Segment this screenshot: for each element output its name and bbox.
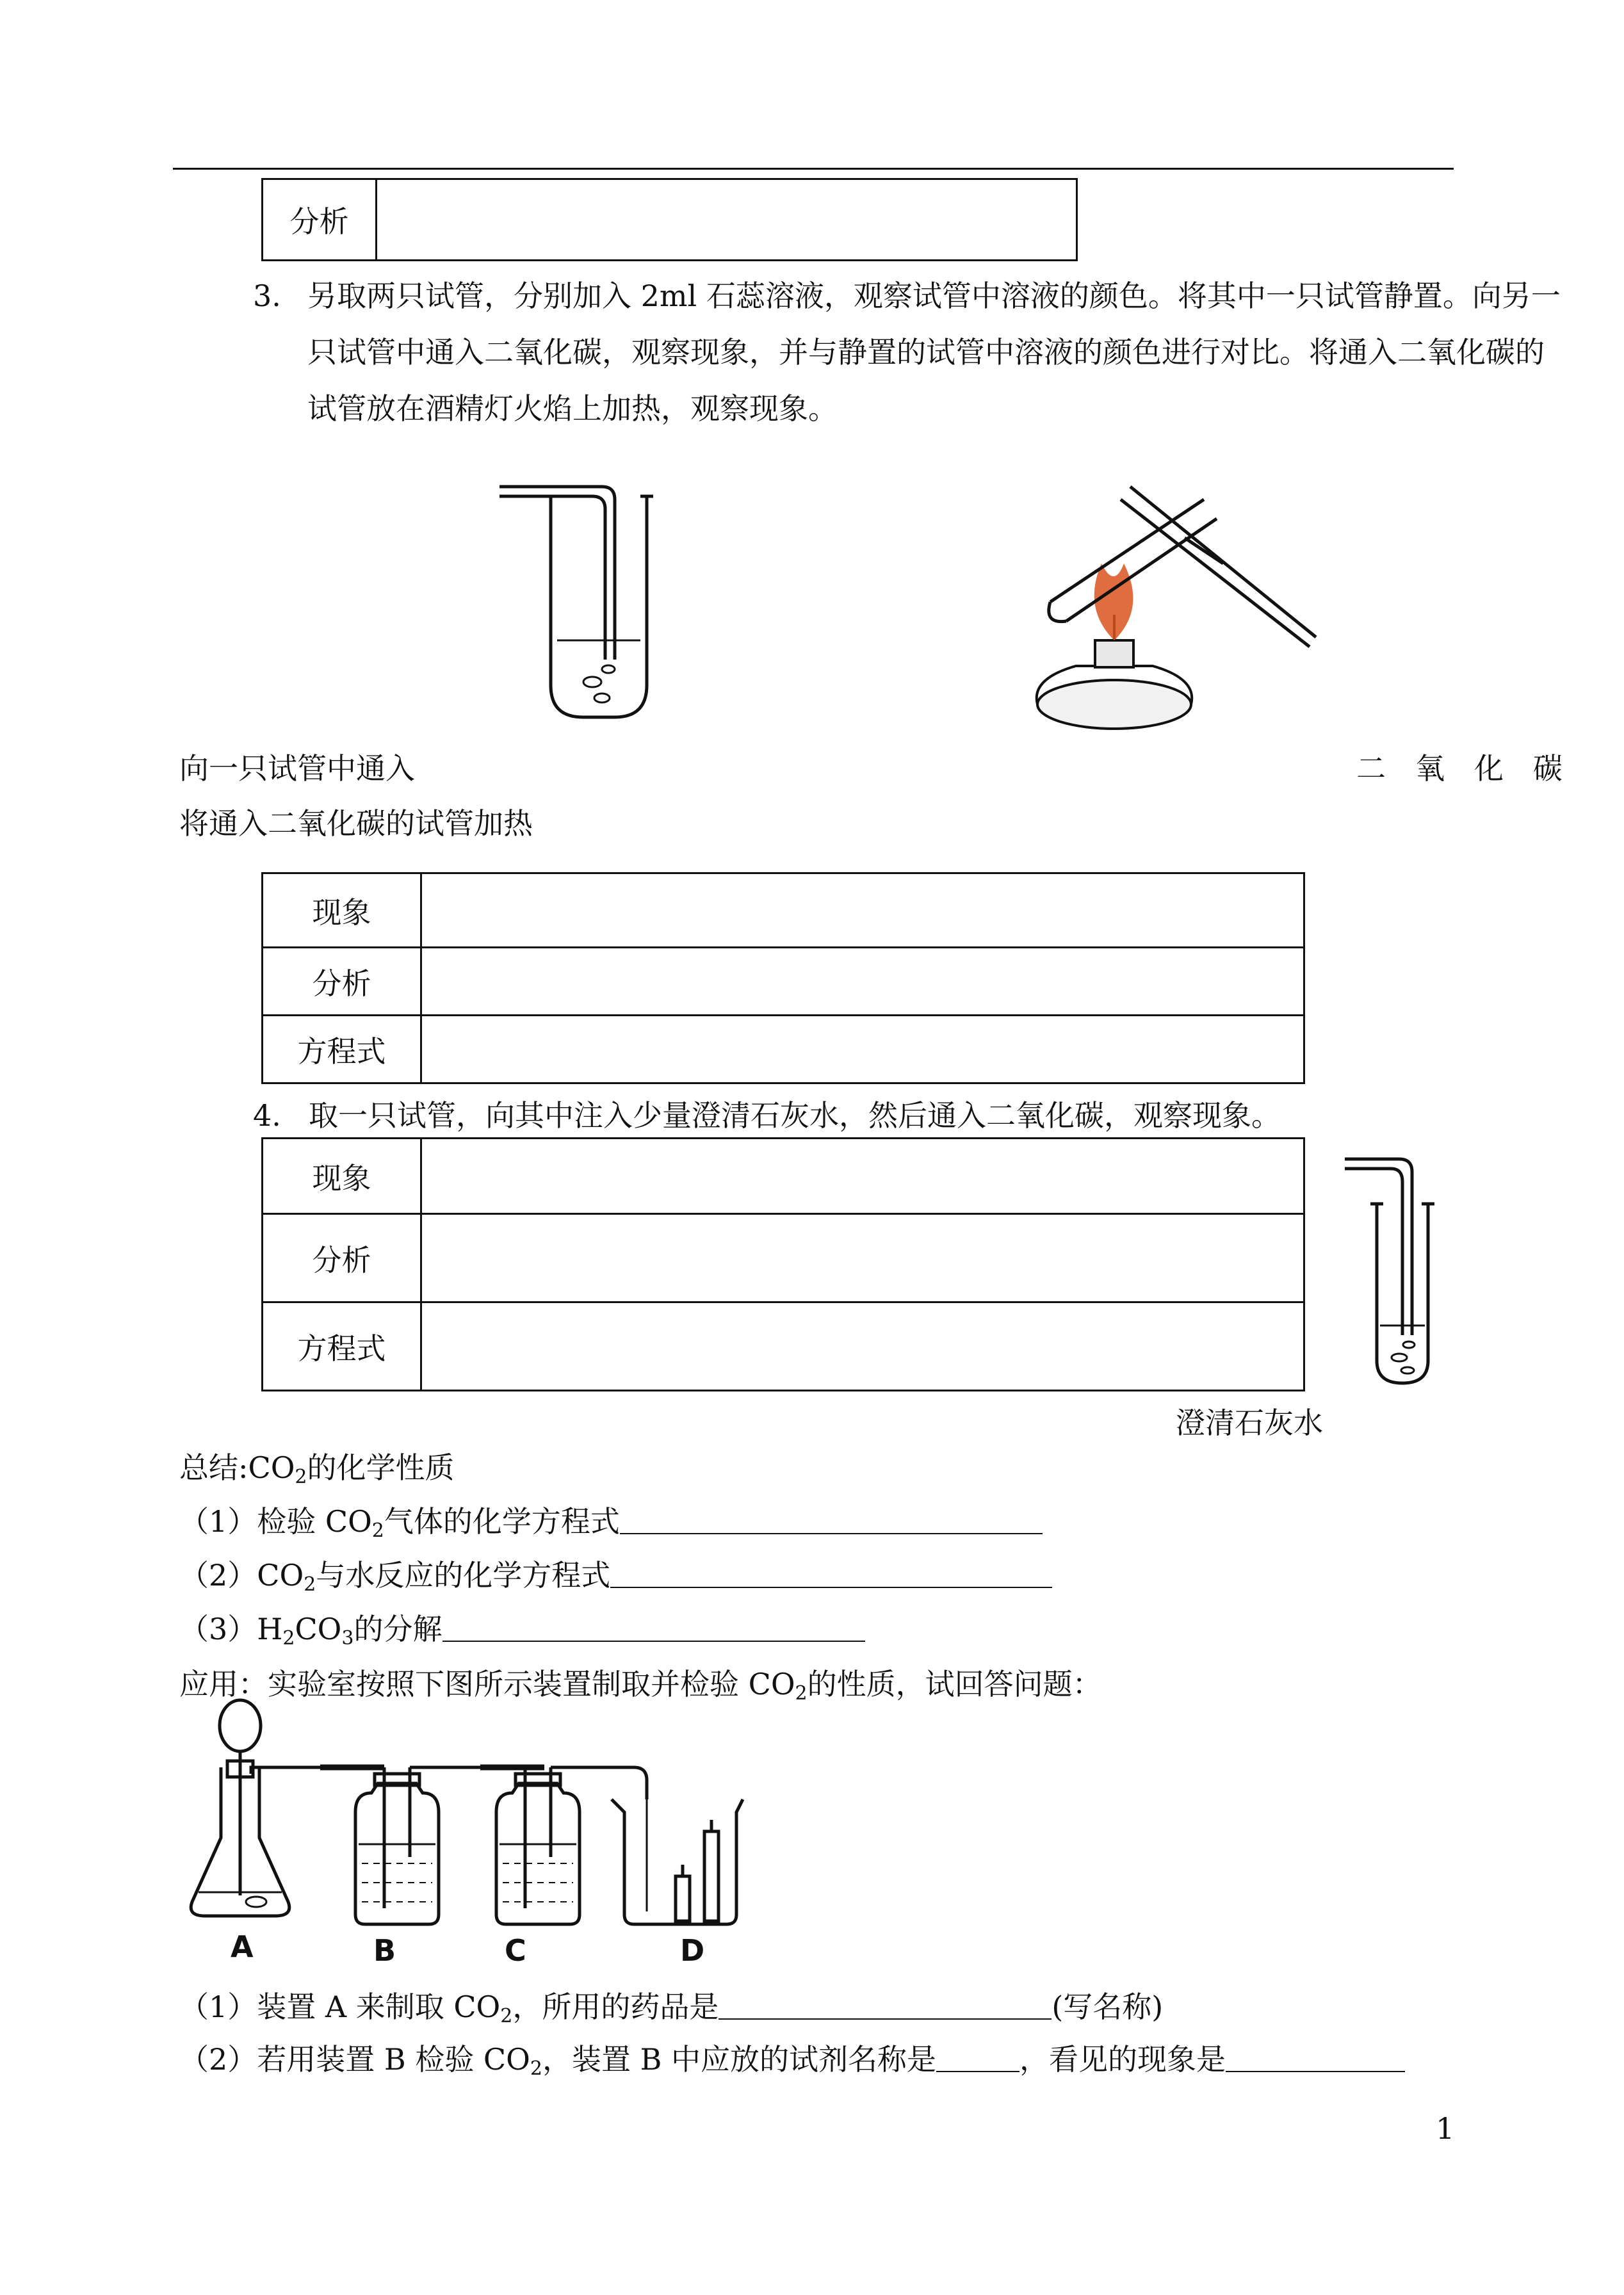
caption-right-char-4: 碳 — [1533, 751, 1563, 786]
caption-right-char-2: 氧 — [1415, 751, 1445, 786]
apparatus-label-a: A — [231, 1929, 254, 1964]
apparatus-label-b: B — [373, 1933, 396, 1968]
row-label-equation: 方程式 — [263, 1016, 421, 1083]
application-q1: （1）装置 A 来制取 $CO_2$，所用的药品是 (写名称) — [179, 1990, 1164, 2027]
application-intro: 应用：实验室按照下图所示装置制取并检验 $CO_2$的性质，试回答问题： — [179, 1667, 1102, 1705]
caption-second: 将通入二氧化碳的试管加热 — [179, 806, 533, 841]
item4-number: 4. — [253, 1098, 281, 1133]
row-label-equation: 方程式 — [263, 1302, 421, 1391]
row-label-analysis: 分析 — [263, 1214, 421, 1302]
answer-blank[interactable] — [719, 1993, 1052, 2020]
summary-q2: $(2)CO_2$与水反应的化学方程式 — [179, 1556, 1052, 1604]
page-number: 1 — [1436, 2111, 1455, 2146]
application-q2: （2）若用装置 B 检验 $CO_2$，装置 B 中应放的试剂名称是 ，看见的现象是 — [179, 2040, 1405, 2088]
table-label-analysis: 分析 — [263, 179, 377, 261]
row-label-phenomenon: 现象 — [263, 873, 421, 948]
summary-title: 总结$:CO_2$的化学性质 — [179, 1450, 455, 1488]
caption-right-char-1: 二 — [1356, 751, 1386, 786]
summary-q1: （1）检验 $CO_2$气体的化学方程式 — [179, 1502, 1043, 1550]
item4-text: 取一只试管，向其中注入少量澄清石灰水，然后通入二氧化碳，观察现象。 — [309, 1098, 1281, 1133]
answer-blank[interactable] — [936, 2045, 1019, 2072]
caption-left: 向一只试管中通入 — [179, 751, 415, 786]
limewater-caption: 澄清石灰水 — [1176, 1406, 1323, 1440]
item3-text: 另取两只试管，分别加入 2ml 石蕊溶液，观察试管中溶液的颜色。将其中一只试管静置。向另一只试管中通入二氧化碳，观察现象，并与静置的试管中溶液的颜色进行对比。将通入二氧化碳的试管放在酒精灯火焰上加热，观察现象。 — [307, 279, 1561, 426]
summary-q3: $(3)H_2CO_3$的分解 — [179, 1610, 865, 1658]
row-label-phenomenon: 现象 — [263, 1139, 421, 1214]
answer-blank[interactable] — [1226, 2045, 1405, 2072]
caption-right-char-3: 化 — [1474, 751, 1504, 786]
apparatus-label-c: C — [505, 1933, 526, 1968]
apparatus-label-d: D — [680, 1933, 705, 1968]
item3-number: 3. — [253, 279, 281, 313]
row-label-analysis: 分析 — [263, 948, 421, 1016]
